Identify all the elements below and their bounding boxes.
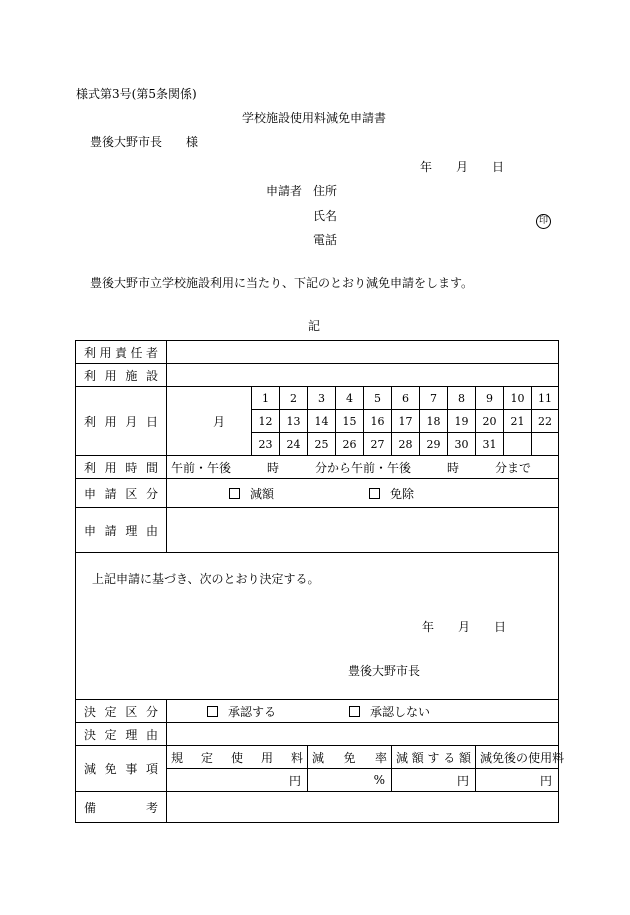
label-application-type	[76, 479, 167, 508]
day-cell[interactable]: 22	[532, 410, 559, 433]
label-char: 減	[84, 762, 97, 776]
row-usage-date-1	[76, 387, 559, 410]
label-char: 申	[84, 486, 97, 501]
day-cell[interactable]: 5	[364, 387, 392, 410]
day-cell[interactable]: 18	[420, 410, 448, 433]
row-usage-time	[76, 456, 559, 479]
label-char: 利	[84, 460, 97, 475]
label-char: 区	[125, 486, 138, 501]
decision-date: 年 月 日	[422, 620, 507, 634]
label-char: 日	[145, 414, 158, 429]
day-cell[interactable]: 24	[280, 433, 308, 456]
label-char: 減	[312, 750, 325, 765]
facility-field[interactable]	[167, 364, 559, 387]
day-cell-empty	[504, 433, 532, 456]
row-decision-reason	[76, 723, 559, 746]
option-reduction[interactable]: 減額	[229, 485, 369, 502]
day-cell[interactable]: 29	[420, 433, 448, 456]
row-application-type	[76, 479, 559, 508]
label-char: 額	[458, 750, 471, 765]
header-regular-fee	[167, 746, 308, 769]
exemption-rate-field[interactable]: %	[308, 769, 392, 792]
day-cell[interactable]: 13	[280, 410, 308, 433]
label-char: 設	[145, 368, 158, 383]
label-char: 用	[104, 414, 117, 429]
day-cell[interactable]: 9	[476, 387, 504, 410]
label-char: 料	[290, 750, 303, 765]
month-cell[interactable]: 月	[167, 387, 252, 456]
checkbox-icon[interactable]	[369, 488, 380, 499]
day-cell[interactable]: 1	[252, 387, 280, 410]
day-cell[interactable]: 28	[392, 433, 420, 456]
reduction-amount-field[interactable]: 円	[392, 769, 476, 792]
responsible-person-field[interactable]	[167, 341, 559, 364]
label-char: 用	[99, 345, 112, 360]
label-char: 決	[84, 704, 97, 719]
decision-block	[76, 553, 559, 700]
day-cell[interactable]: 23	[252, 433, 280, 456]
label-char: 任	[130, 345, 143, 360]
statement: 豊後大野市立学校施設利用に当たり、下記のとおり減免申請をします。	[90, 276, 474, 290]
label-char: す	[427, 750, 440, 765]
label-char: 備	[84, 800, 97, 815]
day-cell[interactable]: 3	[308, 387, 336, 410]
label-char: 免	[343, 750, 356, 765]
ki-label: 記	[308, 319, 321, 333]
label-remarks	[76, 792, 167, 823]
day-cell-empty	[532, 433, 559, 456]
label-char: 理	[125, 727, 138, 742]
row-responsible-person	[76, 341, 559, 364]
day-cell[interactable]: 14	[308, 410, 336, 433]
label-char: 利	[84, 414, 97, 429]
label-char: 考	[145, 800, 158, 815]
label-decision-reason	[76, 723, 167, 746]
day-cell[interactable]: 7	[420, 387, 448, 410]
label-char: 決	[84, 727, 97, 742]
day-cell[interactable]: 10	[504, 387, 532, 410]
label-char: 請	[104, 523, 117, 538]
label-char: 定	[104, 704, 117, 719]
label-char: 減	[396, 750, 409, 765]
day-cell[interactable]: 16	[364, 410, 392, 433]
application-form-table	[75, 340, 565, 823]
day-cell[interactable]: 25	[308, 433, 336, 456]
row-exemption-header	[76, 746, 559, 769]
day-cell[interactable]: 15	[336, 410, 364, 433]
phone-label: 電話	[313, 233, 338, 247]
row-application-reason	[76, 508, 559, 553]
label-application-reason	[76, 508, 167, 553]
decision-type-field	[167, 700, 559, 723]
day-cell[interactable]: 30	[448, 433, 476, 456]
label-usage-date	[76, 387, 167, 456]
row-decision-type	[76, 700, 559, 723]
row-facility	[76, 364, 559, 387]
label-char: 由	[145, 523, 158, 538]
label-char: 時	[125, 460, 138, 475]
day-cell[interactable]: 21	[504, 410, 532, 433]
row-remarks	[76, 792, 559, 823]
applicant-label: 申請者	[266, 184, 303, 198]
day-cell[interactable]: 4	[336, 387, 364, 410]
checkbox-icon[interactable]	[349, 706, 360, 717]
label-responsible-person	[76, 341, 167, 364]
label-char: 額	[411, 750, 424, 765]
remarks-field[interactable]	[167, 792, 559, 823]
label-char: 分	[145, 486, 158, 501]
decision-issuer: 豊後大野市長	[348, 664, 421, 678]
day-cell[interactable]: 11	[532, 387, 559, 410]
day-cell[interactable]: 6	[392, 387, 420, 410]
header-reduction-amount	[392, 746, 476, 769]
label-char: 用	[260, 750, 273, 765]
addressee: 豊後大野市長 様	[90, 135, 199, 149]
decision-reason-field[interactable]	[167, 723, 559, 746]
label-char: 責	[114, 345, 127, 360]
application-type-field	[167, 479, 559, 508]
label-char: 用	[540, 750, 553, 765]
application-date: 年 月 日	[420, 160, 505, 174]
label-usage-time	[76, 456, 167, 479]
label-char: 使	[528, 750, 541, 765]
label-char: 使	[230, 750, 243, 765]
label-char: 減	[480, 750, 493, 765]
label-char: 申	[84, 523, 97, 538]
fee-after-field[interactable]: 円	[476, 769, 559, 792]
label-char: 用	[104, 460, 117, 475]
label-char: 間	[145, 460, 158, 475]
label-char: 分	[145, 704, 158, 719]
label-char: 施	[125, 368, 138, 383]
name-label: 氏名	[313, 209, 338, 223]
label-char: 由	[145, 727, 158, 742]
label-char: 定	[200, 750, 213, 765]
day-cell[interactable]: 2	[280, 387, 308, 410]
label-char: 規	[171, 750, 184, 765]
label-decision-type	[76, 700, 167, 723]
label-char: 定	[104, 727, 117, 742]
row-decision	[76, 553, 559, 700]
day-cell[interactable]: 31	[476, 433, 504, 456]
label-char: 区	[125, 704, 138, 719]
label-char: 事	[125, 762, 138, 776]
label-char: 請	[104, 486, 117, 501]
label-char: 後	[504, 750, 517, 765]
checkbox-icon[interactable]	[229, 488, 240, 499]
address-label: 住所	[313, 184, 338, 198]
form-number: 様式第3号(第5条関係)	[76, 87, 197, 101]
label-exemption-items	[76, 746, 167, 792]
label-char: の	[516, 750, 529, 765]
label-char: 利	[84, 345, 97, 360]
day-cell[interactable]: 17	[392, 410, 420, 433]
label-char: 免	[104, 762, 117, 776]
option-exemption[interactable]: 免除	[369, 487, 414, 501]
label-char: 項	[145, 762, 158, 776]
day-cell[interactable]: 26	[336, 433, 364, 456]
label-char: 用	[104, 368, 117, 383]
decision-text: 上記申請に基づき、次のとおり決定する。	[92, 572, 320, 586]
day-cell[interactable]: 19	[448, 410, 476, 433]
day-cell[interactable]: 8	[448, 387, 476, 410]
label-char: 免	[492, 750, 505, 765]
seal-mark: 印	[536, 208, 551, 229]
usage-time-field[interactable]: 午前・午後 時 分から午前・午後 時 分まで	[167, 456, 559, 479]
application-reason-field[interactable]	[167, 508, 559, 553]
day-cell[interactable]: 20	[476, 410, 504, 433]
option-reject[interactable]: 承認しない	[349, 705, 430, 719]
label-facility	[76, 364, 167, 387]
label-char: る	[443, 750, 456, 765]
day-cell[interactable]: 27	[364, 433, 392, 456]
label-char: 月	[125, 414, 138, 429]
label-char: 利	[84, 368, 97, 383]
page-title: 学校施設使用料減免申請書	[242, 111, 387, 125]
option-approve[interactable]: 承認する	[207, 703, 349, 720]
regular-fee-field[interactable]: 円	[167, 769, 308, 792]
header-exemption-rate	[308, 746, 392, 769]
header-fee-after	[476, 746, 565, 769]
label-char: 者	[145, 345, 158, 360]
checkbox-icon[interactable]	[207, 706, 218, 717]
day-cell[interactable]: 12	[252, 410, 280, 433]
label-char: 率	[374, 750, 387, 765]
label-char: 理	[125, 523, 138, 538]
label-char: 料	[552, 750, 565, 765]
